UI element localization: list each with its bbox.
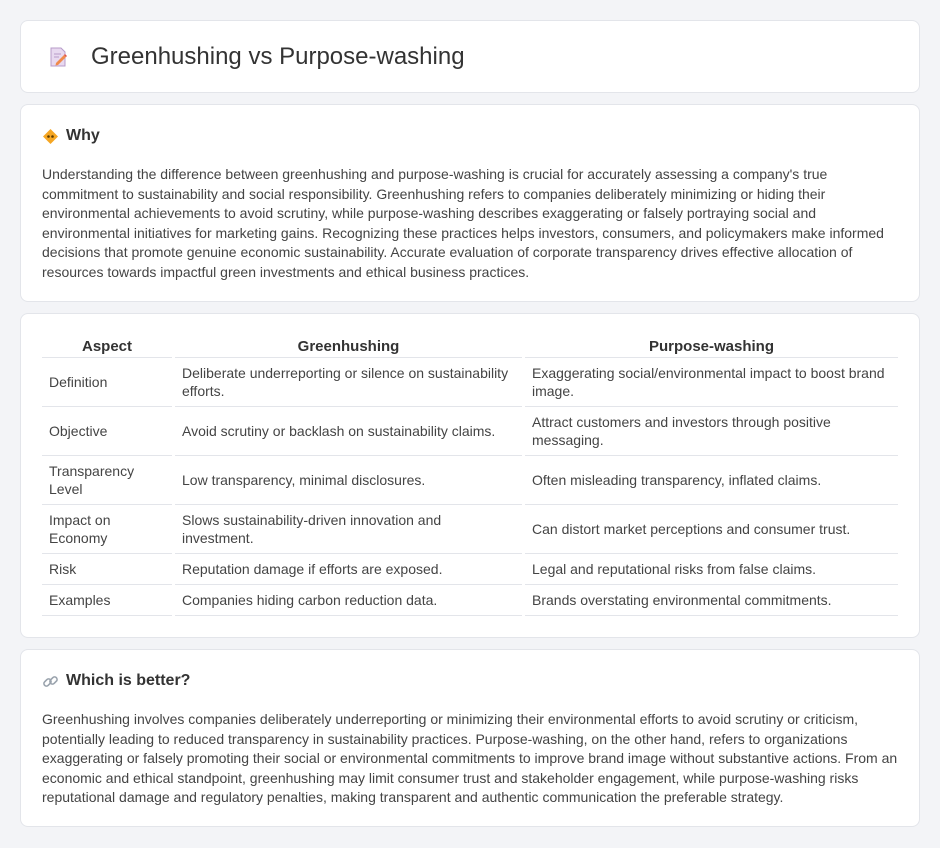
table-row: [42, 407, 898, 456]
row-greenhushing: Deliberate underreporting or silence on sustainability efforts.: [175, 358, 522, 407]
warning-diamond-icon: [42, 128, 59, 145]
link-icon: [42, 673, 59, 690]
table-header-row: [42, 334, 898, 358]
table-row: [42, 554, 898, 585]
row-aspect: Impact on Economy: [42, 505, 172, 554]
table-row: [42, 585, 898, 616]
table-row: [42, 358, 898, 407]
header-card: [20, 20, 920, 93]
row-purpose-washing: Brands overstating environmental commitments.: [525, 585, 898, 616]
row-greenhushing: Slows sustainability-driven innovation and investment.: [175, 505, 522, 554]
better-heading: [42, 672, 898, 690]
header-greenhushing: Greenhushing: [175, 334, 522, 358]
table-row: [42, 505, 898, 554]
row-purpose-washing: Can distort market perceptions and consumer trust.: [525, 505, 898, 554]
row-greenhushing: Low transparency, minimal disclosures.: [175, 456, 522, 505]
comparison-table-card: [20, 313, 920, 638]
row-greenhushing: Reputation damage if efforts are exposed.: [175, 554, 522, 585]
row-aspect: Risk: [42, 554, 172, 585]
comparison-table: [39, 334, 901, 616]
page-title: Greenhushing vs Purpose-washing: [91, 42, 465, 70]
header-purpose-washing: Purpose-washing: [525, 334, 898, 358]
header-aspect: Aspect: [42, 334, 172, 358]
better-paragraph: Greenhushing involves companies deliberately underreporting or minimizing their environmental efforts to avoid scrutiny or criticism, potentially leading to reduced transparency in sustainability practices. Purpose-washing, on the other hand, refers to organizations exaggerating or falsely promoting their social or environmental commitments to improve brand image without substantive actions. From an economic and ethical standpoint, greenhushing may limit consumer trust and stakeholder engagement, while purpose-washing risks reputational damage and regulatory penalties, making transparent and authentic communication the preferable strategy.: [42, 711, 898, 805]
document-pencil-icon: [47, 46, 69, 68]
row-greenhushing: Avoid scrutiny or backlash on sustainability claims.: [175, 407, 522, 456]
row-purpose-washing: Attract customers and investors through positive messaging.: [525, 407, 898, 456]
row-aspect: Objective: [42, 407, 172, 456]
row-greenhushing: Companies hiding carbon reduction data.: [175, 585, 522, 616]
row-aspect: Definition: [42, 358, 172, 407]
row-purpose-washing: Often misleading transparency, inflated claims.: [525, 456, 898, 505]
which-is-better-section: [20, 649, 920, 827]
why-paragraph: Understanding the difference between greenhushing and purpose-washing is crucial for accurately assessing a company's true commitment to sustainability and social responsibility. Greenhushing refers to companies deliberately minimizing or hiding their environmental achievements to avoid scrutiny, while purpose-washing describes exaggerating or falsely portraying social and environmental initiatives for marketing gains. Recognizing these practices helps investors, consumers, and policymakers make informed decisions that promote genuine economic sustainability. Accurate evaluation of corporate transparency drives effective allocation of resources towards impactful green investments and ethical business practices.: [42, 166, 884, 280]
row-purpose-washing: Legal and reputational risks from false claims.: [525, 554, 898, 585]
row-purpose-washing: Exaggerating social/environmental impact to boost brand image.: [525, 358, 898, 407]
table-row: [42, 456, 898, 505]
why-title: Why: [66, 127, 100, 144]
why-heading: [42, 127, 898, 145]
row-aspect: Transparency Level: [42, 456, 172, 505]
row-aspect: Examples: [42, 585, 172, 616]
better-title: Which is better?: [66, 672, 191, 689]
why-section: [20, 104, 920, 302]
